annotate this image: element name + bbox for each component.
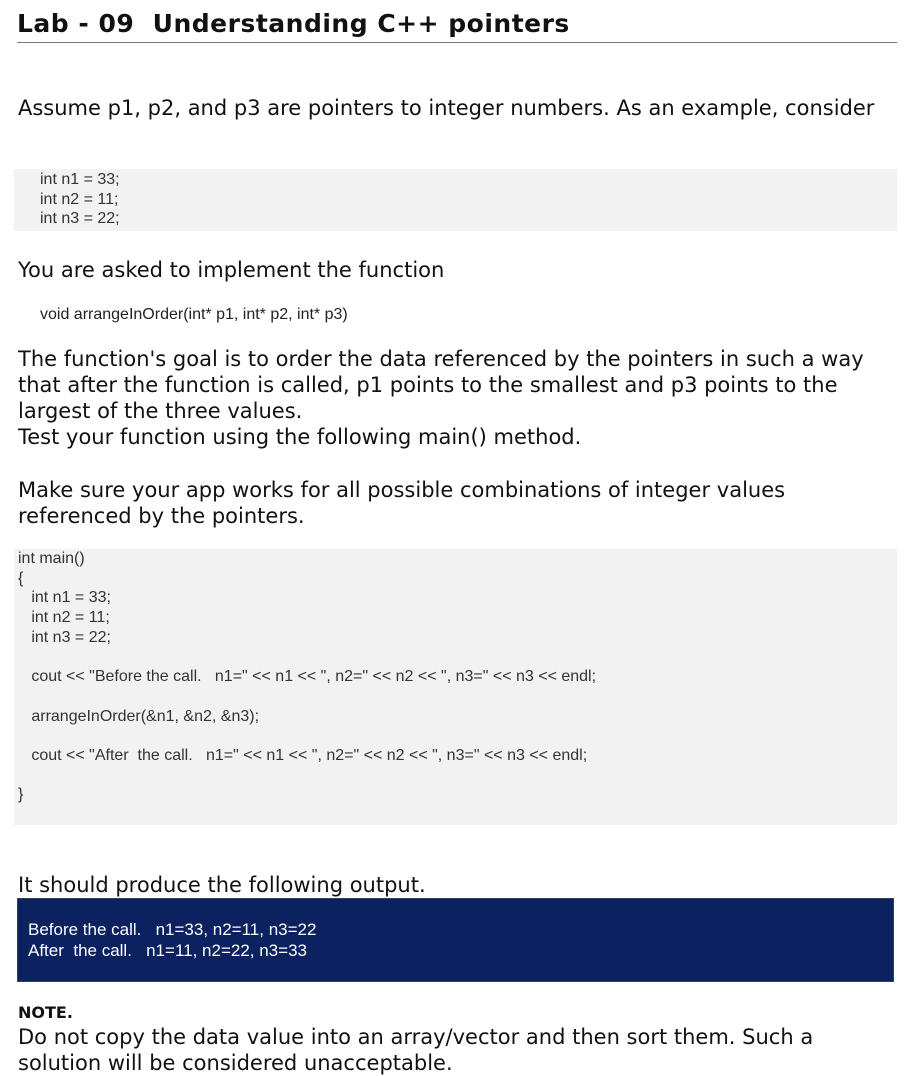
code-line: int main() [18, 550, 85, 567]
main-code-block [14, 549, 897, 825]
code-line [18, 687, 897, 707]
function-signature: void arrangeInOrder(int* p1, int* p2, int* p3) [40, 306, 348, 323]
code-line: } [18, 786, 24, 804]
output-intro-paragraph: It should produce the following output. [18, 873, 426, 897]
code-line: int n1 = 33; [18, 589, 111, 607]
intro-paragraph: Assume p1, p2, and p3 are pointers to integer numbers. As an example, consider [18, 96, 875, 120]
goal-paragraph: The function's goal is to order the data referenced by the pointers in such a way that after the function is called, p1 points to the smallest and p3 points to the largest of the three values. [18, 347, 864, 423]
combinations-paragraph: Make sure your app works for all possible combinations of integer values referenced by the pointers. [18, 478, 786, 528]
code-line: int n2 = 11; [40, 190, 119, 208]
code-line: int n3 = 22; [18, 628, 111, 646]
test-paragraph: Test your function using the following main() method. [18, 425, 582, 449]
code-line [18, 726, 897, 746]
note-paragraph: Do not copy the data value into an array/vector and then sort them. Such a solution will be considered unacceptable. [18, 1025, 814, 1075]
code-line: int n1 = 33; [40, 171, 120, 188]
code-line [18, 647, 897, 667]
task-paragraph: You are asked to implement the function [18, 258, 445, 282]
code-line [18, 766, 897, 786]
output-line: After the call. n1=11, n2=22, n3=33 [28, 941, 307, 960]
code-line: cout << "Before the call. n1=" << n1 << ", n2=" << n2 << ", n3=" << n3 << endl; [18, 668, 597, 686]
code-line: int n2 = 11; [18, 609, 110, 627]
note-label: NOTE. [18, 1003, 73, 1022]
console-output-block [17, 898, 894, 982]
code-line: cout << "After the call. n1=" << n1 << ", n2=" << n2 << ", n3=" << n3 << endl; [18, 746, 588, 764]
page-title: Lab - 09 Understanding C++ pointers [17, 9, 570, 38]
code-line: int n3 = 22; [40, 210, 120, 228]
code-line: { [18, 569, 24, 587]
title-divider [17, 42, 897, 43]
code-line: arrangeInOrder(&n1, &n2, &n3); [18, 707, 260, 725]
example-code-block [14, 169, 897, 231]
output-line: Before the call. n1=33, n2=11, n3=22 [28, 920, 317, 939]
